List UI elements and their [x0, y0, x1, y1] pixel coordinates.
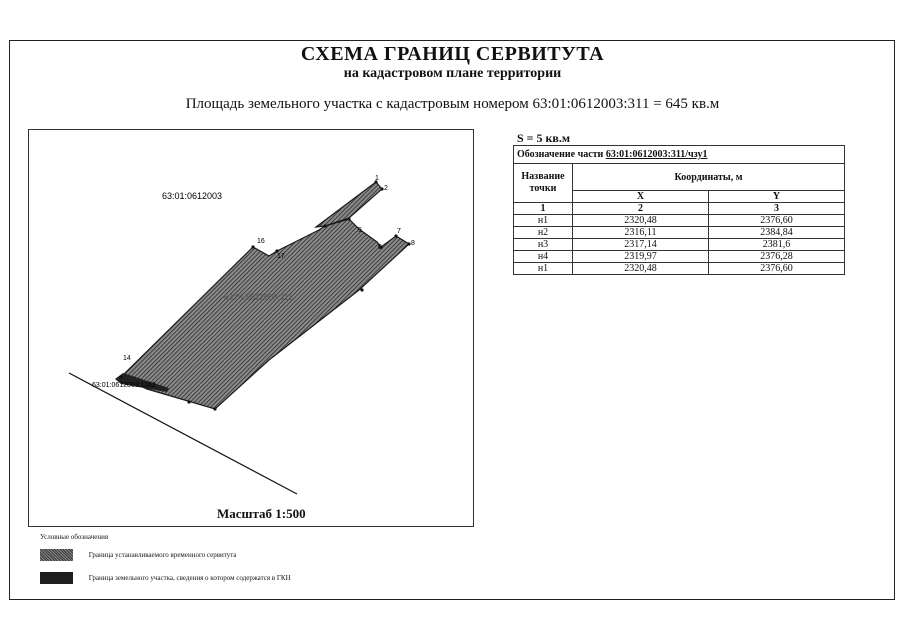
- point-name: н4: [514, 251, 573, 263]
- legend-swatch-solid: [40, 572, 73, 584]
- parcel-area-line: Площадь земельного участка с кадастровым номером 63:01:0612003:311 = 645 кв.м: [185, 96, 720, 112]
- table-row: [514, 215, 845, 227]
- point-x: 2319,97: [573, 251, 709, 263]
- point-y: 2384,84: [709, 227, 845, 239]
- point-label-17: 17: [277, 253, 285, 260]
- point-label-8: 8: [411, 240, 415, 247]
- point-label-2: 2: [384, 185, 388, 192]
- part-prefix: Обозначение части: [517, 149, 604, 160]
- document-title: СХЕМА ГРАНИЦ СЕРВИТУТА: [300, 43, 605, 65]
- legend-title: Условные обозначения: [40, 533, 109, 541]
- legend-swatch-hatched: [40, 549, 73, 561]
- servitude-area: S = 5 кв.м: [517, 131, 571, 145]
- point-y: 2376,28: [709, 251, 845, 263]
- point-y: 2376,60: [709, 215, 845, 227]
- col-y: Y: [709, 191, 845, 203]
- parcel-label: 63:01:0612003:311: [224, 293, 293, 302]
- point-x: 2320,48: [573, 263, 709, 275]
- cadastral-map: [28, 129, 474, 527]
- document-subtitle: на кадастровом плане территории: [343, 66, 562, 81]
- col-number-1: 1: [514, 203, 573, 215]
- col-coordinates: Координаты, м: [573, 164, 845, 191]
- map-scale: Масштаб 1:500: [217, 506, 306, 521]
- cadastral-map-drawing: [29, 130, 475, 528]
- col-point-name: Название точки: [514, 164, 573, 203]
- point-y: 2381,6: [709, 239, 845, 251]
- legend-text: Граница земельного участка, сведения о котором содержатся в ГКН: [88, 574, 291, 582]
- col-number-3: 3: [709, 203, 845, 215]
- point-label-1: 1: [375, 175, 379, 182]
- point-y: 2376,60: [709, 263, 845, 275]
- table-number-row: [514, 203, 845, 215]
- point-name: н1: [514, 263, 573, 275]
- point-label-16: 16: [257, 238, 265, 245]
- point-x: 2317,14: [573, 239, 709, 251]
- table-row: [514, 227, 845, 239]
- table-row: [514, 251, 845, 263]
- legend-item-servitude: [40, 549, 236, 561]
- parcel-polygon: [121, 219, 409, 409]
- col-x: X: [573, 191, 709, 203]
- point-name: н2: [514, 227, 573, 239]
- point-label-5: 5: [358, 227, 362, 234]
- point-label-14: 14: [123, 355, 131, 362]
- table-row: [514, 239, 845, 251]
- table-row: [514, 263, 845, 275]
- point-label-6: 6: [378, 244, 382, 251]
- legend-text: Граница устанавливаемого временного сервитута: [88, 551, 237, 559]
- part-designation-row: [514, 146, 845, 164]
- part-number: 63:01:0612003:311/чзу1: [605, 149, 708, 160]
- coordinates-table: [513, 145, 845, 275]
- point-name: н3: [514, 239, 573, 251]
- legend-item-parcel: [40, 572, 291, 584]
- table-header-row: [514, 164, 845, 191]
- point-label-7: 7: [397, 228, 401, 235]
- point-x: 2320,48: [573, 215, 709, 227]
- block-label: 63:01:0612003: [162, 191, 223, 201]
- point-x: 2316,11: [573, 227, 709, 239]
- col-number-2: 2: [573, 203, 709, 215]
- point-name: н1: [514, 215, 573, 227]
- neighbour-parcel-label: 63:01:0612003:1162: [92, 382, 156, 389]
